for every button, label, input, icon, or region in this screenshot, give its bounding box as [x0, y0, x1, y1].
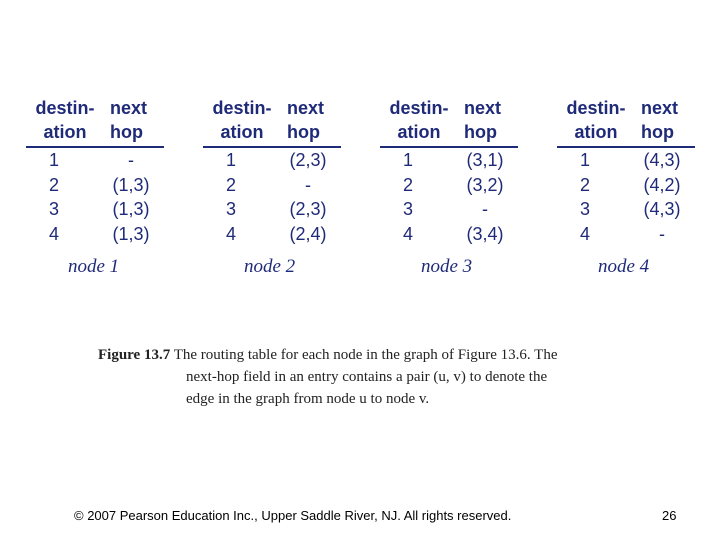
- destination-cell: 2: [225, 174, 236, 195]
- table-rows: [380, 148, 530, 246]
- destination-cell: 4: [48, 223, 59, 244]
- next-hop-cell: (3,4): [466, 223, 504, 244]
- routing-table-node-2: [203, 96, 353, 244]
- next-hop-cell: (3,2): [466, 174, 504, 195]
- destination-header-line1: destin-: [35, 98, 95, 118]
- next-hop-cell: (4,2): [643, 174, 681, 195]
- table-header: [380, 96, 530, 144]
- next-hop-header: [464, 96, 501, 144]
- figure-caption: [98, 344, 618, 410]
- destination-header-line1: destin-: [389, 98, 449, 118]
- node-caption: node 4: [598, 256, 650, 277]
- destination-cell: 1: [579, 150, 590, 170]
- next-hop-header-line1: next: [287, 98, 325, 118]
- node-caption: node 3: [421, 256, 473, 277]
- table-row: [26, 222, 176, 247]
- next-hop-cell: (2,3): [289, 199, 327, 219]
- page-number: 26: [662, 508, 677, 523]
- destination-header: [380, 96, 458, 144]
- next-hop-header-line2: hop: [464, 122, 497, 142]
- table-row: [203, 173, 353, 198]
- destination-header-line1: destin-: [566, 98, 626, 118]
- figure-caption-line1: [98, 344, 618, 366]
- destination-cell: 3: [402, 199, 413, 219]
- destination-cell: 4: [579, 223, 590, 244]
- next-hop-cell: -: [482, 199, 488, 219]
- next-hop-header-line1: next: [110, 98, 148, 118]
- destination-header-line2: ation: [397, 122, 441, 142]
- table-row: [26, 197, 176, 222]
- figure-text-line3: edge in the graph from node u to node v.: [186, 391, 430, 407]
- table-header: [203, 96, 353, 144]
- next-hop-header-line2: hop: [287, 122, 320, 142]
- next-hop-cell: -: [305, 174, 311, 195]
- destination-cell: 2: [579, 174, 590, 195]
- table-row: [380, 222, 530, 247]
- table-row: [203, 222, 353, 247]
- table-row: [26, 148, 176, 173]
- table-row: [557, 222, 707, 247]
- next-hop-header: [641, 96, 678, 144]
- destination-cell: 3: [48, 199, 59, 219]
- table-rows: [557, 148, 707, 246]
- table-row: [26, 173, 176, 198]
- next-hop-header-line2: hop: [641, 122, 674, 142]
- next-hop-header-line2: hop: [110, 122, 143, 142]
- destination-header-line2: ation: [220, 122, 264, 142]
- destination-cell: 3: [225, 199, 236, 219]
- table-rows: [203, 148, 353, 246]
- destination-header: [203, 96, 281, 144]
- next-hop-cell: -: [659, 223, 665, 244]
- destination-cell: 3: [579, 199, 590, 219]
- next-hop-header-line1: next: [641, 98, 679, 118]
- table-row: [557, 173, 707, 198]
- table-row: [557, 148, 707, 173]
- destination-header: [557, 96, 635, 144]
- destination-header-line1: destin-: [212, 98, 272, 118]
- destination-cell: 1: [48, 150, 59, 170]
- destination-cell: 2: [48, 174, 59, 195]
- next-hop-cell: -: [128, 150, 134, 170]
- next-hop-header: [287, 96, 324, 144]
- next-hop-cell: (3,1): [466, 150, 504, 170]
- table-row: [203, 197, 353, 222]
- destination-cell: 1: [402, 150, 413, 170]
- table-row: [557, 197, 707, 222]
- next-hop-cell: (1,3): [112, 223, 150, 244]
- table-header: [26, 96, 176, 144]
- copyright-footer: © 2007 Pearson Education Inc., Upper Saddle River, NJ. All rights reserved.: [74, 508, 512, 523]
- figure-text-line2: next-hop field in an entry contains a pair (u, v) to denote the: [186, 369, 548, 385]
- table-row: [380, 197, 530, 222]
- next-hop-cell: (4,3): [643, 199, 681, 219]
- next-hop-header-line1: next: [464, 98, 502, 118]
- figure-text-line1: The routing table for each node in the graph of Figure 13.6. The: [173, 347, 558, 363]
- next-hop-cell: (2,4): [289, 223, 327, 244]
- figure-label: Figure 13.7: [98, 347, 171, 363]
- next-hop-cell: (4,3): [643, 150, 681, 170]
- next-hop-cell: (2,3): [289, 150, 327, 170]
- next-hop-header: [110, 96, 147, 144]
- routing-table-node-3: [380, 96, 530, 244]
- node-caption: node 1: [68, 256, 120, 277]
- destination-cell: 4: [225, 223, 236, 244]
- next-hop-cell: (1,3): [112, 199, 150, 219]
- routing-table-node-1: [26, 96, 176, 244]
- routing-table-node-4: [557, 96, 707, 244]
- table-row: [380, 173, 530, 198]
- next-hop-cell: (1,3): [112, 174, 150, 195]
- destination-header: [26, 96, 104, 144]
- table-row: [380, 148, 530, 173]
- table-row: [203, 148, 353, 173]
- destination-cell: 2: [402, 174, 413, 195]
- destination-cell: 4: [402, 223, 413, 244]
- table-header: [557, 96, 707, 144]
- destination-header-line2: ation: [43, 122, 87, 142]
- node-caption: node 2: [244, 256, 296, 277]
- destination-cell: 1: [225, 150, 236, 170]
- destination-header-line2: ation: [574, 122, 618, 142]
- table-rows: [26, 148, 176, 246]
